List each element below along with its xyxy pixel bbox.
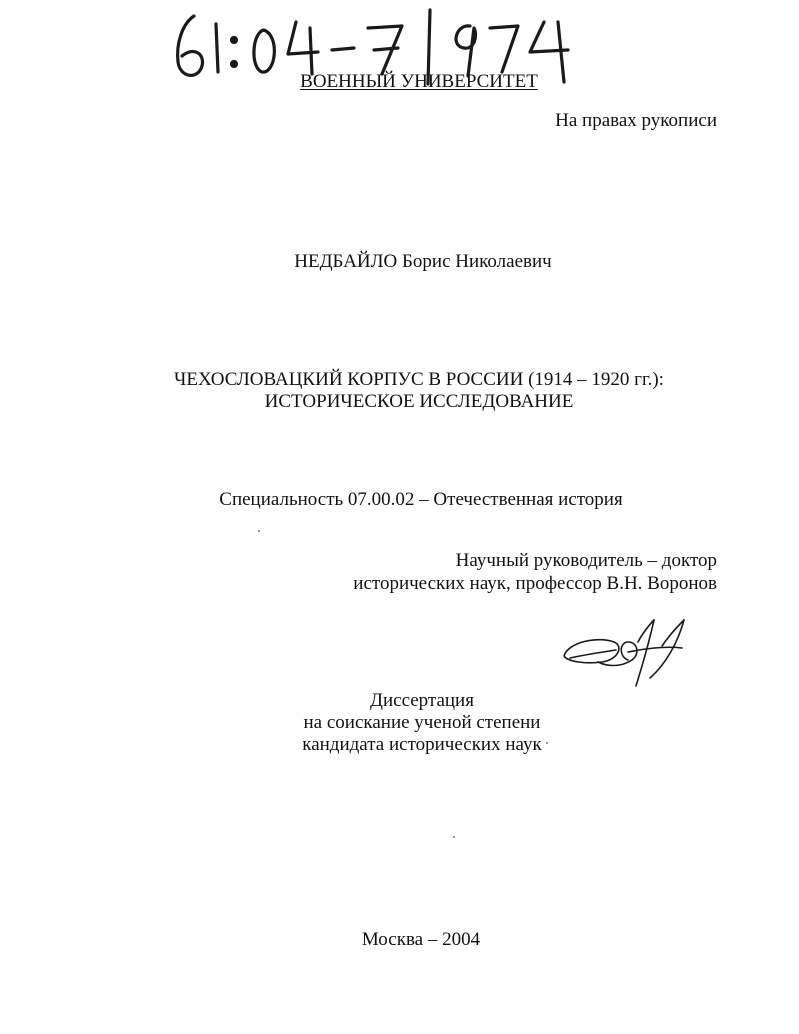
signature-icon: [558, 612, 693, 692]
dissertation-title: [0, 369, 799, 413]
dissertation-line: Диссертация: [370, 690, 474, 711]
dissertation-line: кандидата исторических наук: [302, 734, 542, 755]
scan-speck: [258, 530, 260, 532]
dissertation-note: [0, 690, 799, 756]
scan-speck: [546, 742, 548, 744]
speciality: Специальность 07.00.02 – Отечественная история: [219, 489, 623, 510]
title-line: ЧЕХОСЛОВАЦКИЙ КОРПУС В РОССИИ (1914 – 1920 гг.):: [174, 369, 664, 390]
rights-note: На правах рукописи: [555, 110, 717, 131]
city-year: Москва – 2004: [361, 929, 481, 950]
supervisor-line: Научный руководитель – доктор: [455, 550, 717, 571]
title-line: ИСТОРИЧЕСКОЕ ИССЛЕДОВАНИЕ: [264, 391, 574, 412]
university-name: ВОЕННЫЙ УНИВЕРСИТЕТ: [300, 71, 538, 92]
scan-speck: [453, 836, 455, 838]
supervisor-line: исторических наук, профессор В.Н. Воронов: [353, 573, 717, 594]
scientific-supervisor: [353, 549, 717, 595]
author-name: НЕДБАЙЛО Борис Николаевич: [294, 251, 552, 272]
dissertation-line: на соискание ученой степени: [303, 712, 541, 733]
